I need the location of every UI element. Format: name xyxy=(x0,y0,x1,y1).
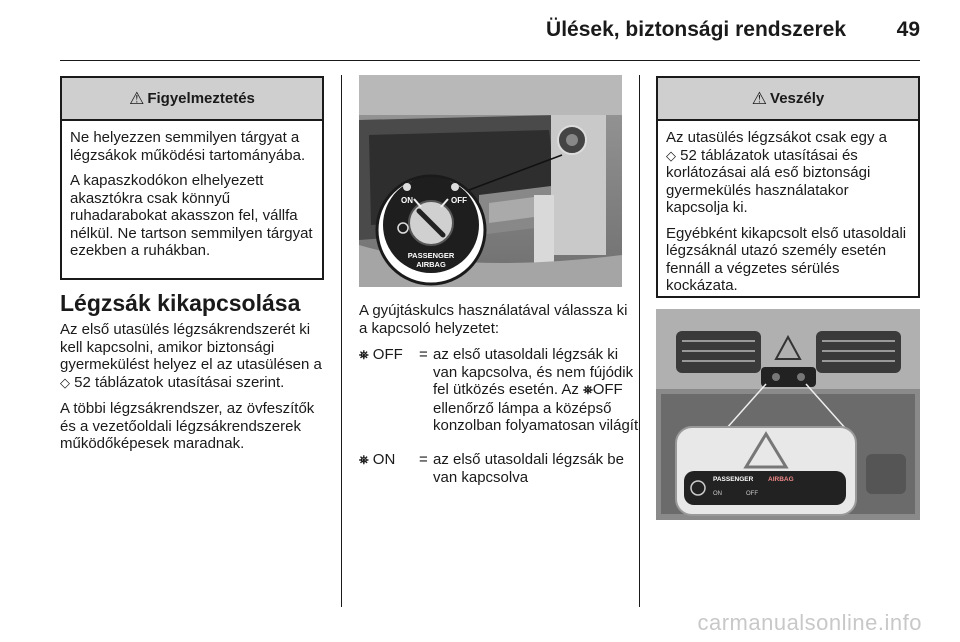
airbag-on-icon: ⛯ xyxy=(359,453,369,467)
watermark: carmanualsonline.info xyxy=(697,610,922,635)
section-paragraph-1 xyxy=(60,321,328,391)
option-off-label-text: OFF xyxy=(372,346,403,363)
running-header-title: Ülések, biztonsági rendszerek xyxy=(546,18,846,41)
section-paragraph-1-reference: 52 táblázatok utasításai szerint. xyxy=(74,373,285,391)
warning-triangle-icon: ⚠ xyxy=(129,88,145,108)
console-passenger-label: PASSENGER xyxy=(713,476,754,483)
console-on-label: ON xyxy=(713,491,722,497)
console-off-label: OFF xyxy=(746,491,758,497)
danger-box-body xyxy=(658,121,918,301)
page-number: 49 xyxy=(896,18,920,41)
console-indicator-illustration xyxy=(656,309,920,520)
danger-box-title: Veszély xyxy=(770,90,825,107)
glovebox-switch-illustration xyxy=(359,75,622,287)
switch-on-label: ON xyxy=(401,196,413,205)
danger-page-reference-icon: ◇ xyxy=(666,147,676,163)
airbag-off-inline-icon: ⛯ xyxy=(583,383,593,397)
danger-box-header xyxy=(658,78,918,121)
warning-paragraph-1: Ne helyezzen semmilyen tárgyat a légzsákok működési tartományába. xyxy=(70,129,306,164)
header-rule xyxy=(60,60,920,61)
warning-box-header xyxy=(62,78,322,121)
option-on-description: az első utasoldali légzsák be van kapcsolva xyxy=(433,451,624,486)
glovebox-switch-photo xyxy=(359,75,622,287)
warning-paragraph-2: A kapaszkodókon elhelyezett akasztókra csak könnyű ruhadarabokat akasszon fel, vállfa nélkül. Ne tartson semmilyen tárgyat ezekben a ruhákban. xyxy=(70,172,313,259)
switch-airbag-label: AIRBAG xyxy=(416,260,446,269)
option-on-equals: = xyxy=(419,451,428,468)
danger-box xyxy=(656,76,920,298)
column-divider-right xyxy=(639,75,640,607)
air-vent-left xyxy=(676,331,761,373)
console-indicator-photo xyxy=(656,309,920,520)
section-title: Légzsák kikapcsolása xyxy=(60,290,301,316)
airbag-off-icon: ⛯ xyxy=(359,348,369,362)
warning-box xyxy=(60,76,324,280)
danger-triangle-icon: ⚠ xyxy=(751,88,768,108)
console-airbag-label: AIRBAG xyxy=(768,476,794,483)
warning-box-body xyxy=(62,121,322,266)
option-on-label xyxy=(359,451,395,470)
section-body xyxy=(60,321,328,462)
option-on-label-text: ON xyxy=(372,451,396,468)
column-divider-left xyxy=(341,75,342,607)
danger-paragraph-2: Egyébként kikapcsolt első utasoldali légzsáknál utazó személy esetén fennáll a végzetes sérülés kockázata. xyxy=(666,224,907,294)
page-reference-icon: ◇ xyxy=(60,374,70,390)
option-off-label xyxy=(359,346,403,365)
switch-passenger-label: PASSENGER xyxy=(407,251,455,260)
option-off-equals: = xyxy=(419,346,428,363)
danger-paragraph-1 xyxy=(666,129,910,217)
option-off-inline-label: OFF xyxy=(592,381,623,398)
danger-paragraph-1-text: Az utasülés légzsákot csak egy a xyxy=(666,129,887,146)
air-vent-right xyxy=(816,331,901,373)
option-off-description-a: az első utasoldali légzsák ki van kapcsolva, és nem fújódik fel ütközés esetén. Az xyxy=(433,346,634,398)
option-off-description-b: ellenőrző lámpa a középső konzolban folyamatosan világít xyxy=(433,399,639,434)
switch-caption: A gyújtáskulcs használatával válassza ki a kapcsoló helyzetet: xyxy=(359,302,628,337)
warning-box-title: Figyelmeztetés xyxy=(147,90,255,107)
option-on xyxy=(359,451,639,491)
option-off-description xyxy=(433,346,643,435)
option-off xyxy=(359,346,639,458)
danger-paragraph-1-reference: 52 táblázatok utasításai és korlátozásai alá eső biztonsági gyermekülés használatakor kapcsolja ki. xyxy=(666,146,871,216)
section-paragraph-2: A többi légzsákrendszer, az övfeszítők és a vezetőoldali légzsákrendszerek működőképesek maradnak. xyxy=(60,400,315,452)
switch-off-label: OFF xyxy=(451,196,467,205)
section-paragraph-1-text: Az első utasülés légzsákrendszerét ki kell kapcsolni, amikor biztonsági gyermekülést helyez el az utasülésen a xyxy=(60,321,322,373)
